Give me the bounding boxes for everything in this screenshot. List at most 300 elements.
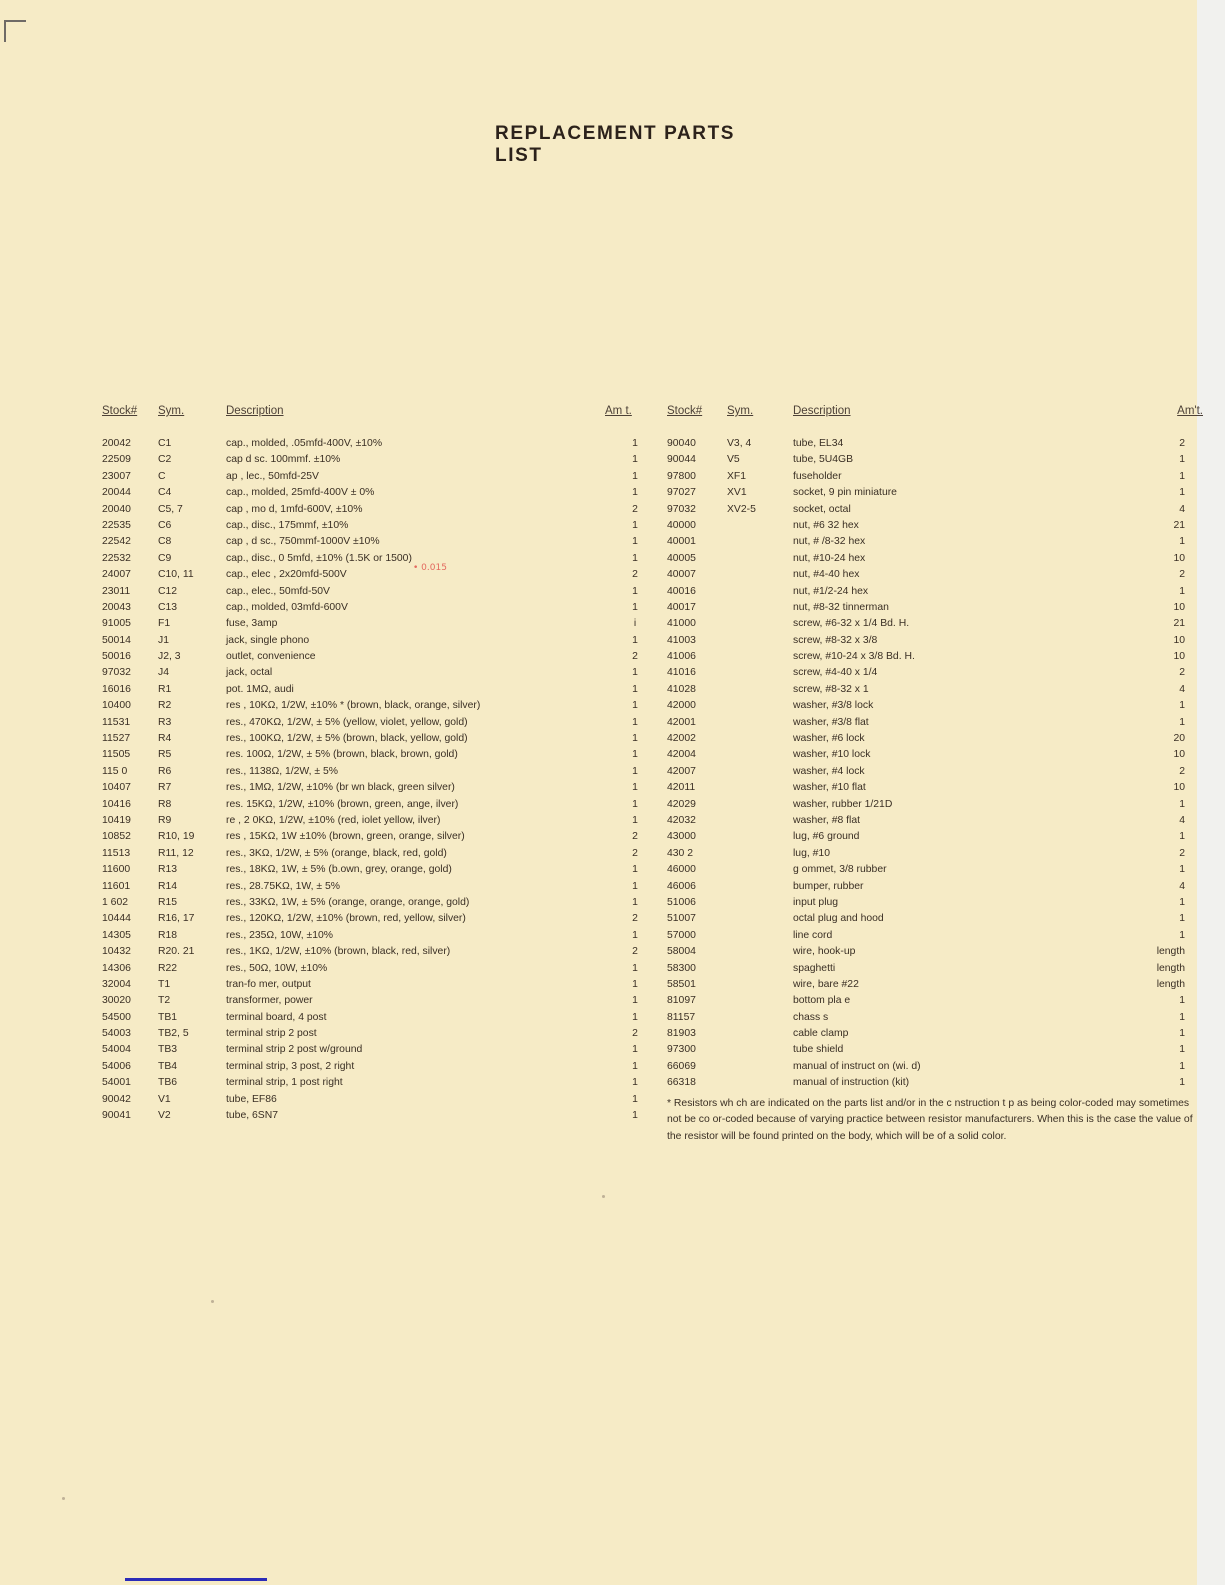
table-row <box>667 764 1225 780</box>
amount: 2 <box>1179 438 1185 449</box>
scan-corner-mark <box>4 20 26 42</box>
symbol: R9 <box>158 814 172 826</box>
stock-number: 81097 <box>667 995 696 1007</box>
symbol: J2, 3 <box>158 651 181 663</box>
stock-number: 81903 <box>667 1028 696 1040</box>
description: res., 28.75KΩ, 1W, ± 5% <box>226 880 340 892</box>
stock-number: 90044 <box>667 454 696 466</box>
amount: 21 <box>1173 519 1185 531</box>
table-row <box>102 1010 657 1026</box>
description: cap., molded, .05mfd-400V, ±10% <box>226 438 383 449</box>
description: washer, #10 flat <box>793 782 866 794</box>
stock-number: 46006 <box>667 880 696 892</box>
stock-number: 54003 <box>102 1028 131 1040</box>
handwritten-annotation: • 0.015 <box>413 563 447 573</box>
amount: 4 <box>1179 683 1185 695</box>
scan-speck <box>602 1195 605 1198</box>
table-row <box>102 1108 657 1124</box>
description: washer, #4 lock <box>793 765 865 777</box>
symbol: R16, 17 <box>158 913 195 925</box>
stock-number: 97300 <box>667 1044 696 1056</box>
description: tube, EL34 <box>793 438 844 449</box>
stock-number: 41003 <box>667 634 696 646</box>
description: washer, rubber 1/21D <box>793 798 893 810</box>
description: res., 1138Ω, 1/2W, ± 5% <box>226 765 339 777</box>
stock-number: 10407 <box>102 782 131 794</box>
symbol: R13 <box>158 864 178 876</box>
description: terminal strip, 1 post right <box>226 1077 343 1089</box>
symbol: R6 <box>158 765 172 777</box>
stock-number: 32004 <box>102 978 131 990</box>
description: cap d sc. 100mmf. ±10% <box>226 454 341 466</box>
amount: 2 <box>632 847 638 859</box>
amount: 1 <box>632 896 638 908</box>
table-row <box>102 502 657 518</box>
description: res. 100Ω, 1/2W, ± 5% (brown, black, brown, gold) <box>226 749 458 761</box>
description: cap., disc., 175mmf, ±10% <box>226 519 349 531</box>
description: bottom pla e <box>793 995 851 1007</box>
symbol: TB4 <box>158 1060 178 1072</box>
table-row <box>667 1059 1225 1075</box>
amount: 1 <box>632 634 638 646</box>
table-row <box>102 567 657 583</box>
description: washer, #3/8 lock <box>793 700 874 712</box>
symbol: XF1 <box>727 470 747 482</box>
description: chass s <box>793 1011 829 1023</box>
table-row <box>667 961 1225 977</box>
symbol: F1 <box>158 618 171 630</box>
stock-number: 58300 <box>667 962 696 974</box>
table-row <box>102 747 657 763</box>
amount: 2 <box>632 1028 638 1040</box>
stock-number: 30020 <box>102 995 131 1007</box>
table-row <box>667 797 1225 813</box>
description: res. 15KΩ, 1/2W, ±10% (brown, green, ange, ilver) <box>226 798 459 810</box>
table-row <box>102 829 657 845</box>
description: res., 1MΩ, 1/2W, ±10% (br wn black, green silver) <box>226 782 455 794</box>
amount: 1 <box>632 749 638 761</box>
amount: 1 <box>632 700 638 712</box>
description: octal plug and hood <box>793 913 884 925</box>
description: cable clamp <box>793 1028 849 1040</box>
description: cap., disc., 0 5mfd, ±10% (1.5K or 1500) <box>226 552 412 564</box>
stock-number: 81157 <box>667 1011 696 1023</box>
table-row <box>102 698 657 714</box>
stock-number: 1 602 <box>102 896 129 908</box>
description: nut, #10-24 hex <box>793 552 866 564</box>
stock-number: 20040 <box>102 503 131 515</box>
symbol: XV1 <box>727 487 747 499</box>
symbol: R8 <box>158 798 172 810</box>
right-parts-column <box>667 400 1225 1092</box>
symbol: C12 <box>158 585 178 597</box>
description: lug, #10 <box>793 847 830 859</box>
amount: 2 <box>1179 667 1185 679</box>
stock-number: 66069 <box>667 1060 696 1072</box>
table-row <box>102 485 657 501</box>
amount: 1 <box>632 1093 638 1105</box>
stock-number: 90041 <box>102 1110 131 1122</box>
table-row <box>102 862 657 878</box>
header-amount: Am t. <box>605 405 632 417</box>
amount: 1 <box>1179 454 1185 466</box>
stock-number: 54500 <box>102 1011 131 1023</box>
amount: 1 <box>1179 929 1185 941</box>
table-row <box>667 502 1225 518</box>
description: jack, octal <box>226 667 273 679</box>
amount: 1 <box>632 1060 638 1072</box>
left-parts-column <box>102 400 657 1124</box>
stock-number: 430 2 <box>667 847 694 859</box>
symbol: C4 <box>158 487 172 499</box>
amount: i <box>633 618 637 630</box>
left-table-header <box>102 400 657 422</box>
table-row <box>667 469 1225 485</box>
amount: 2 <box>632 831 638 843</box>
symbol: T2 <box>158 995 171 1007</box>
stock-number: 20044 <box>102 487 131 499</box>
description: ap , lec., 50mfd-25V <box>226 470 319 482</box>
table-row <box>102 584 657 600</box>
stock-number: 10852 <box>102 831 131 843</box>
table-row <box>667 584 1225 600</box>
stock-number: 40017 <box>667 601 696 613</box>
symbol: R14 <box>158 880 178 892</box>
description: outlet, convenience <box>226 651 316 663</box>
description: pot. 1MΩ, audi <box>226 683 294 695</box>
symbol: J1 <box>158 634 169 646</box>
table-row <box>667 895 1225 911</box>
symbol: R3 <box>158 716 172 728</box>
amount: 2 <box>632 503 638 515</box>
header-description: Description <box>793 405 851 417</box>
stock-number: 90040 <box>667 438 696 449</box>
symbol: V1 <box>158 1093 171 1105</box>
amount: 1 <box>632 765 638 777</box>
amount: 1 <box>1179 1028 1185 1040</box>
stock-number: 24007 <box>102 569 131 581</box>
amount: 1 <box>632 683 638 695</box>
symbol: C9 <box>158 552 172 564</box>
description: cap., elec., 50mfd-50V <box>226 585 330 597</box>
stock-number: 54006 <box>102 1060 131 1072</box>
description: res , 15KΩ, 1W ±10% (brown, green, orange, silver) <box>226 831 465 843</box>
table-row <box>667 452 1225 468</box>
stock-number: 14306 <box>102 962 131 974</box>
scan-speck <box>62 1497 65 1500</box>
table-row <box>102 1026 657 1042</box>
table-row <box>667 698 1225 714</box>
stock-number: 42001 <box>667 716 696 728</box>
stock-number: 41016 <box>667 667 696 679</box>
stock-number: 10400 <box>102 700 131 712</box>
page-title: REPLACEMENT PARTS LIST <box>495 123 736 166</box>
amount: 10 <box>1173 782 1185 794</box>
table-row <box>102 1042 657 1058</box>
stock-number: 20042 <box>102 438 131 449</box>
amount: 1 <box>1179 896 1185 908</box>
stock-number: 91005 <box>102 618 131 630</box>
table-row <box>102 1059 657 1075</box>
amount: 1 <box>632 995 638 1007</box>
amount: 10 <box>1173 749 1185 761</box>
amount: 1 <box>1179 487 1185 499</box>
table-row <box>667 862 1225 878</box>
description: terminal strip, 3 post, 2 right <box>226 1060 355 1072</box>
table-row <box>667 534 1225 550</box>
table-row <box>102 534 657 550</box>
stock-number: 42000 <box>667 700 696 712</box>
description: res., 100KΩ, 1/2W, ± 5% (brown, black, yellow, gold) <box>226 733 468 745</box>
amount: 2 <box>632 913 638 925</box>
table-row <box>667 747 1225 763</box>
symbol: R15 <box>158 896 178 908</box>
table-row <box>667 551 1225 567</box>
stock-number: 46000 <box>667 864 696 876</box>
description: cap , d sc., 750mmf-1000V ±10% <box>226 536 380 548</box>
amount: 1 <box>1179 700 1185 712</box>
table-row <box>667 649 1225 665</box>
table-row <box>102 879 657 895</box>
description: cap., elec , 2x20mfd-500V <box>226 569 347 581</box>
description: fuseholder <box>793 470 842 482</box>
symbol: V3, 4 <box>727 438 752 449</box>
amount: 1 <box>632 978 638 990</box>
symbol: V5 <box>727 454 740 466</box>
symbol: C13 <box>158 601 178 613</box>
symbol: C6 <box>158 519 172 531</box>
symbol: R18 <box>158 929 178 941</box>
amount: 1 <box>1179 1011 1185 1023</box>
table-row <box>667 715 1225 731</box>
table-row <box>667 928 1225 944</box>
stock-number: 66318 <box>667 1077 696 1089</box>
description: washer, #6 lock <box>793 733 865 745</box>
table-row <box>102 1075 657 1091</box>
table-row <box>667 600 1225 616</box>
table-row <box>667 846 1225 862</box>
stock-number: 11600 <box>102 864 131 876</box>
stock-number: 42032 <box>667 814 696 826</box>
description: spaghetti <box>793 962 836 974</box>
stock-number: 10444 <box>102 913 131 925</box>
description: g ommet, 3/8 rubber <box>793 864 887 876</box>
description: washer, #8 flat <box>793 814 861 826</box>
amount: 1 <box>1179 536 1185 548</box>
amount: 10 <box>1173 651 1185 663</box>
description: manual of instruct on (wi. d) <box>793 1060 921 1072</box>
amount: length <box>1156 962 1185 974</box>
table-row <box>102 895 657 911</box>
amount: 1 <box>1179 995 1185 1007</box>
table-row <box>667 879 1225 895</box>
description: res., 50Ω, 10W, ±10% <box>226 962 328 974</box>
amount: 1 <box>632 601 638 613</box>
description: transformer, power <box>226 995 313 1007</box>
amount: 1 <box>632 470 638 482</box>
stock-number: 50016 <box>102 651 131 663</box>
symbol: C2 <box>158 454 172 466</box>
amount: 2 <box>632 651 638 663</box>
stock-number: 16016 <box>102 683 131 695</box>
stock-number: 22509 <box>102 454 131 466</box>
description: nut, #8-32 tinnerman <box>793 601 889 613</box>
table-row <box>102 961 657 977</box>
description: terminal board, 4 post <box>226 1011 327 1023</box>
right-row-list <box>667 436 1225 1092</box>
stock-number: 41028 <box>667 683 696 695</box>
description: tube shield <box>793 1044 844 1056</box>
table-row <box>102 682 657 698</box>
symbol: R20. 21 <box>158 946 195 958</box>
amount: 1 <box>632 929 638 941</box>
table-row <box>102 436 657 452</box>
stock-number: 42011 <box>667 782 696 794</box>
table-row <box>102 665 657 681</box>
scan-bottom-line <box>125 1578 267 1581</box>
stock-number: 58004 <box>667 946 696 958</box>
amount: 20 <box>1173 733 1185 745</box>
left-row-list <box>102 436 657 1124</box>
stock-number: 97032 <box>667 503 696 515</box>
stock-number: 11505 <box>102 749 131 761</box>
description: cap., molded, 03mfd-600V <box>226 601 348 613</box>
description: socket, octal <box>793 503 851 515</box>
description: tran-fo mer, output <box>226 978 311 990</box>
amount: 2 <box>1179 765 1185 777</box>
amount: 21 <box>1173 618 1185 630</box>
amount: 2 <box>1179 847 1185 859</box>
stock-number: 40007 <box>667 569 696 581</box>
description: screw, #10-24 x 3/8 Bd. H. <box>793 651 915 663</box>
description: screw, #4-40 x 1/4 <box>793 667 878 679</box>
header-stock: Stock# <box>667 405 703 417</box>
table-row <box>667 1075 1225 1091</box>
amount: 1 <box>632 1011 638 1023</box>
table-row <box>667 944 1225 960</box>
amount: 1 <box>632 519 638 531</box>
symbol: R11, 12 <box>158 847 194 859</box>
amount: 10 <box>1173 601 1185 613</box>
stock-number: 40000 <box>667 519 696 531</box>
description: fuse, 3amp <box>226 618 278 630</box>
symbol: V2 <box>158 1110 171 1122</box>
table-row <box>102 846 657 862</box>
amount: 1 <box>1179 1077 1185 1089</box>
amount: 1 <box>632 1077 638 1089</box>
amount: length <box>1156 946 1185 958</box>
symbol: TB3 <box>158 1044 178 1056</box>
description: bumper, rubber <box>793 880 864 892</box>
description: res., 18KΩ, 1W, ± 5% (b.own, grey, orange, gold) <box>226 864 452 876</box>
table-row <box>102 600 657 616</box>
symbol: R1 <box>158 683 172 695</box>
stock-number: 22532 <box>102 552 131 564</box>
stock-number: 54004 <box>102 1044 131 1056</box>
stock-number: 10432 <box>102 946 131 958</box>
symbol: C10, 11 <box>158 569 194 581</box>
amount: 1 <box>1179 1044 1185 1056</box>
description: wire, bare #22 <box>793 978 859 990</box>
symbol: C5, 7 <box>158 503 183 515</box>
description: res., 1KΩ, 1/2W, ±10% (brown, black, red, silver) <box>226 946 451 958</box>
amount: 1 <box>1179 798 1185 810</box>
amount: 1 <box>632 733 638 745</box>
stock-number: 41006 <box>667 651 696 663</box>
table-row <box>667 1010 1225 1026</box>
amount: 1 <box>632 962 638 974</box>
table-row <box>102 993 657 1009</box>
amount: 1 <box>632 552 638 564</box>
amount: 1 <box>632 814 638 826</box>
amount: 2 <box>632 946 638 958</box>
description: screw, #8-32 x 1 <box>793 683 869 695</box>
description: res., 120KΩ, 1/2W, ±10% (brown, red, yellow, silver) <box>226 913 466 925</box>
description: nut, # /8-32 hex <box>793 536 866 548</box>
symbol: J4 <box>158 667 169 679</box>
stock-number: 14305 <box>102 929 131 941</box>
description: screw, #6-32 x 1/4 Bd. H. <box>793 618 910 630</box>
amount: length <box>1156 978 1185 990</box>
symbol: TB6 <box>158 1077 178 1089</box>
stock-number: 51007 <box>667 913 696 925</box>
stock-number: 40005 <box>667 552 696 564</box>
description: cap , mo d, 1mfd-600V, ±10% <box>226 503 363 515</box>
stock-number: 10416 <box>102 798 131 810</box>
description: terminal strip 2 post <box>226 1028 317 1040</box>
description: washer, #3/8 flat <box>793 716 869 728</box>
stock-number: 58501 <box>667 978 696 990</box>
header-description: Description <box>226 405 284 417</box>
symbol: R10, 19 <box>158 831 195 843</box>
amount: 1 <box>632 782 638 794</box>
table-row <box>102 911 657 927</box>
description: nut, #1/2-24 hex <box>793 585 869 597</box>
stock-number: 41000 <box>667 618 696 630</box>
description: screw, #8-32 x 3/8 <box>793 634 878 646</box>
stock-number: 42002 <box>667 733 696 745</box>
stock-number: 11513 <box>102 847 131 859</box>
table-row <box>667 829 1225 845</box>
stock-number: 97800 <box>667 470 696 482</box>
stock-number: 23011 <box>102 585 131 597</box>
table-row <box>667 1042 1225 1058</box>
table-row <box>667 682 1225 698</box>
amount: 1 <box>632 487 638 499</box>
description: terminal strip 2 post w/ground <box>226 1044 363 1056</box>
amount: 1 <box>1179 864 1185 876</box>
footnote: * Resistors wh ch are indicated on the parts list and/or in the c nstruction t p as being color-coded may sometimes not be co or-coded because of varying practice between resistor manufacturers. When this is the case the value of the resistor will be found printed on the body, which will be of a solid color. <box>667 1098 1193 1142</box>
table-row <box>667 977 1225 993</box>
table-row <box>102 731 657 747</box>
table-row <box>667 813 1225 829</box>
stock-number: 22535 <box>102 519 131 531</box>
description: nut, #6 32 hex <box>793 519 859 531</box>
amount: 1 <box>632 585 638 597</box>
symbol: T1 <box>158 978 171 990</box>
symbol: C <box>158 470 166 482</box>
stock-number: 42029 <box>667 798 696 810</box>
description: res., 33KΩ, 1W, ± 5% (orange, orange, orange, gold) <box>226 896 470 908</box>
amount: 1 <box>632 880 638 892</box>
stock-number: 54001 <box>102 1077 131 1089</box>
description: tube, 5U4GB <box>793 454 854 466</box>
amount: 1 <box>632 536 638 548</box>
table-row <box>667 780 1225 796</box>
description: res., 3KΩ, 1/2W, ± 5% (orange, black, red, gold) <box>226 847 447 859</box>
table-row <box>102 452 657 468</box>
header-stock: Stock# <box>102 405 138 417</box>
